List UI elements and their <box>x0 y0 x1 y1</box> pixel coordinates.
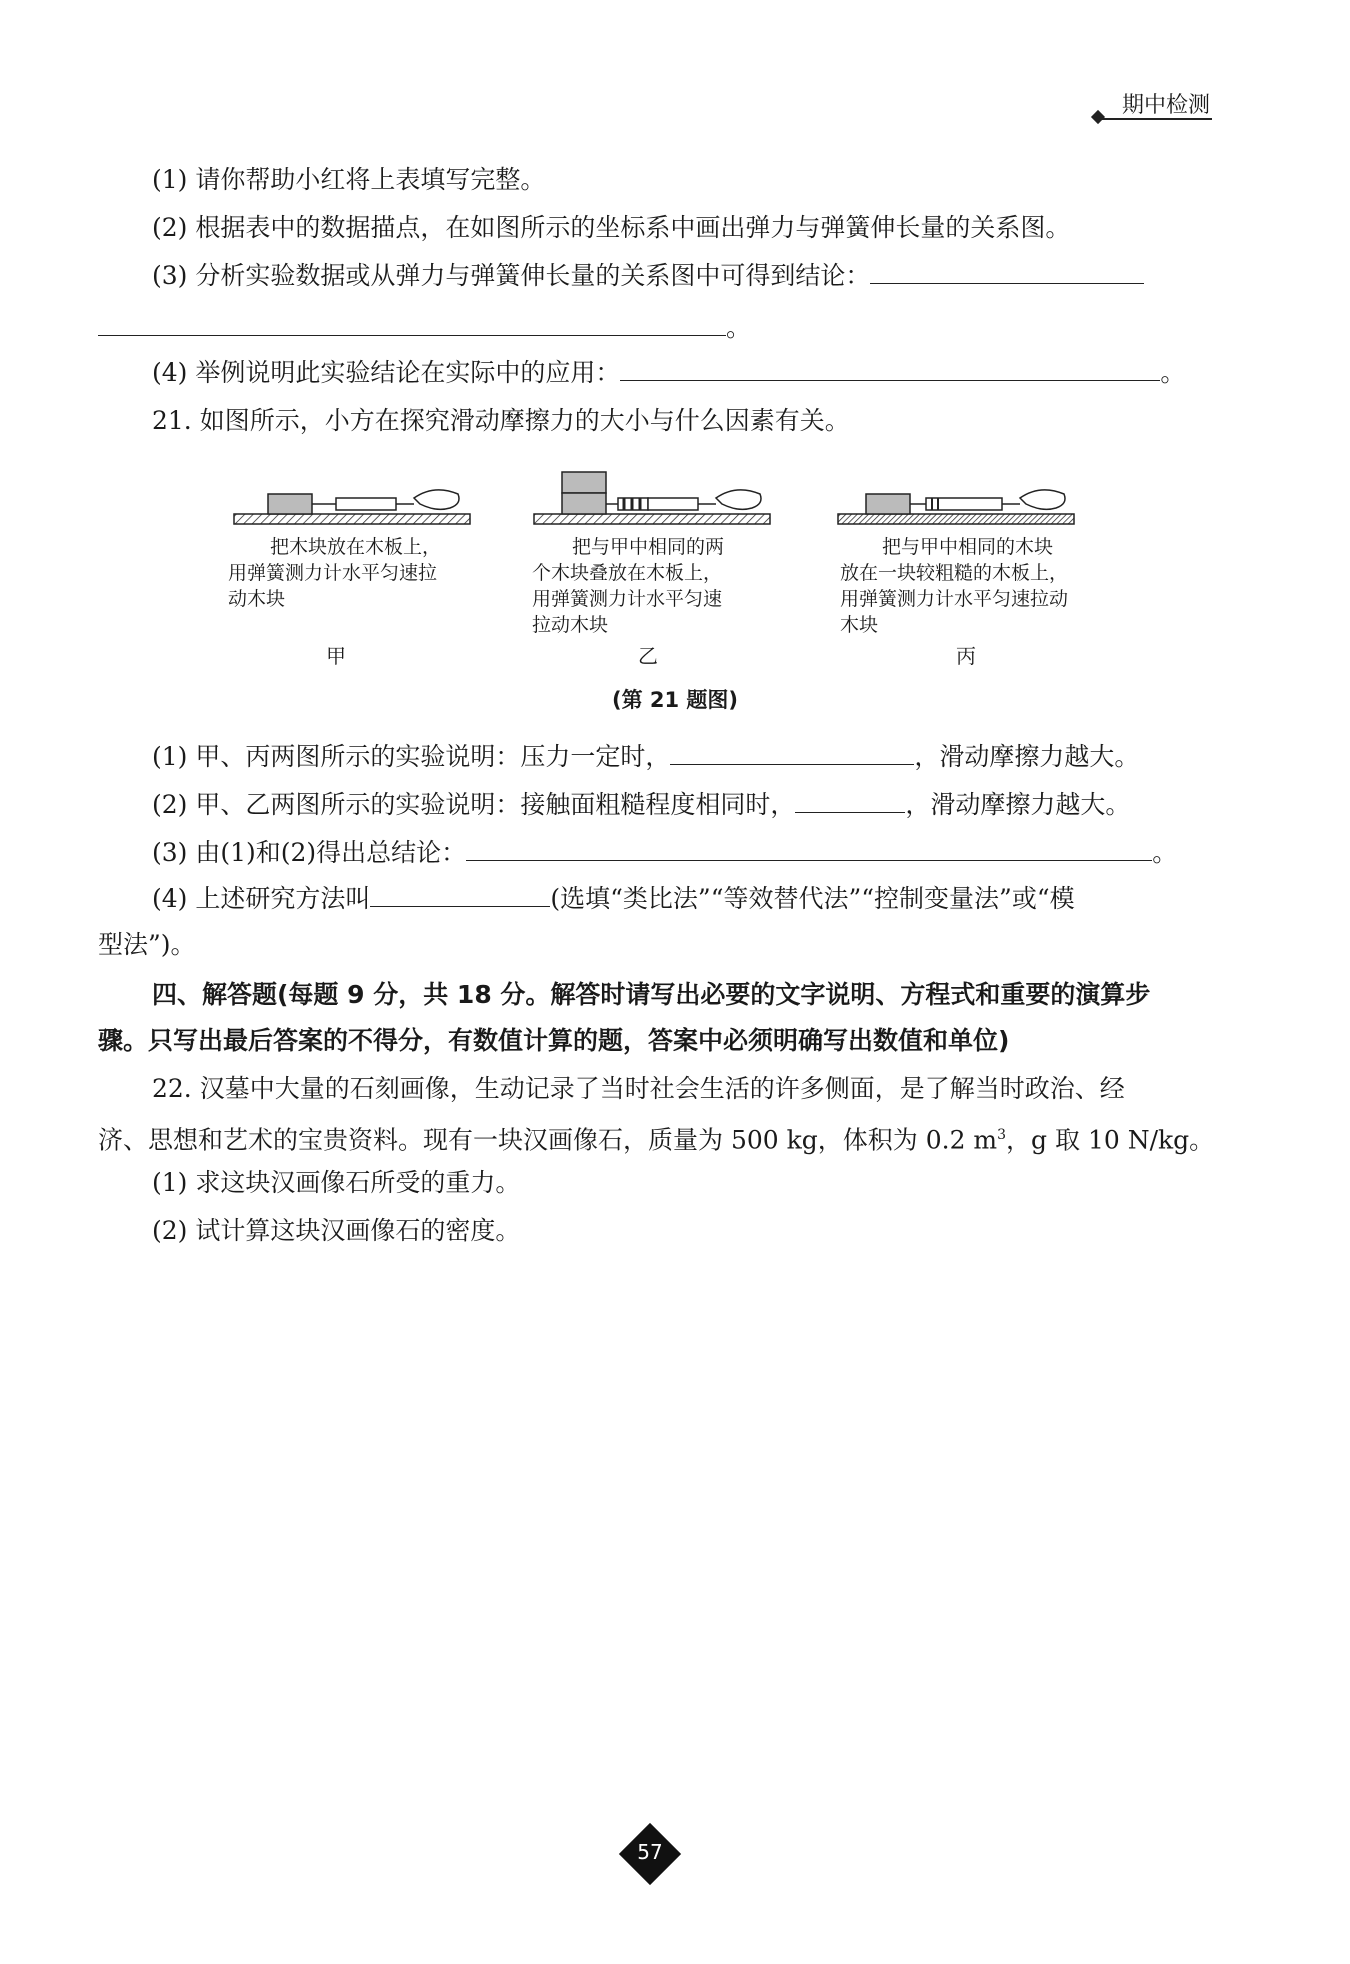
figure-jia-caption-1: 把木块放在木板上， <box>270 536 442 558</box>
q21-part4 <box>152 882 1075 916</box>
q22-part1: (1) 求这块汉画像石所受的重力。 <box>152 1168 521 1197</box>
q22-part2: (2) 试计算这块汉画像石的密度。 <box>152 1216 521 1245</box>
header-diamond-icon <box>1091 110 1105 124</box>
section4-title-line1: 四、解答题(每题 9 分，共 18 分。解答时请写出必要的文字说明、方程式和重要的演算步 <box>152 980 1151 1009</box>
q21-part4-cont: 型法”)。 <box>98 930 196 959</box>
q20-part1: (1) 请你帮助小红将上表填写完整。 <box>152 165 546 194</box>
figure-yi-apparatus <box>532 466 772 534</box>
page-number: 57 <box>637 1840 663 1864</box>
figure-bing-apparatus <box>836 484 1076 534</box>
q22-stem-line2-end: ，g 取 10 N/kg。 <box>1006 1125 1215 1155</box>
section4-title-line2: 骤。只写出最后答案的不得分，有数值计算的题，答案中必须明确写出数值和单位) <box>98 1026 1010 1055</box>
q20-part3-cont <box>98 311 751 345</box>
figure-jia-apparatus <box>232 484 472 534</box>
q22-stem-line1: 22. 汉墓中大量的石刻画像，生动记录了当时社会生活的许多侧面，是了解当时政治、经 <box>152 1074 1125 1103</box>
q21-part2-blank[interactable] <box>795 788 905 813</box>
figure-bing-caption-2: 放在一块较粗糙的木板上， <box>840 562 1069 584</box>
q20-part3-end: 。 <box>726 313 752 342</box>
figure-bing-label: 丙 <box>956 644 976 668</box>
q21-part1-blank[interactable] <box>670 740 914 765</box>
q22-stem-line2-text: 济、思想和艺术的宝贵资料。现有一块汉画像石，质量为 500 kg，体积为 0.2 m <box>98 1125 998 1155</box>
q20-part4-end: 。 <box>1160 358 1186 387</box>
q21-part1 <box>152 740 1139 774</box>
q21-part3-blank[interactable] <box>466 836 1152 861</box>
q21-part4-text: (4) 上述研究方法叫 <box>152 884 371 913</box>
q21-part2-text: (2) 甲、乙两图所示的实验说明：接触面粗糙程度相同时， <box>152 790 796 819</box>
q21-part4-options: (选填“类比法”“等效替代法”“控制变量法”或“模 <box>550 884 1075 913</box>
figure-yi-caption-2: 个木块叠放在木板上， <box>532 562 723 584</box>
q21-part3-text: (3) 由(1)和(2)得出总结论： <box>152 838 467 867</box>
q22-stem-line2 <box>98 1118 1214 1157</box>
figure-bing-caption-3: 用弹簧测力计水平匀速拉动 <box>840 588 1069 610</box>
q20-part3-blank-1[interactable] <box>870 259 1144 284</box>
q20-part3-blank-2[interactable] <box>98 311 726 336</box>
q21-part3-end: 。 <box>1152 838 1178 867</box>
figure-bing-caption-1: 把与甲中相同的木块 <box>882 536 1054 558</box>
figure-yi-caption-3: 用弹簧测力计水平匀速 <box>532 588 723 610</box>
figure-yi-label: 乙 <box>638 644 658 668</box>
q21-part1-text: (1) 甲、丙两图所示的实验说明：压力一定时， <box>152 742 671 771</box>
figure-yi-caption-4: 拉动木块 <box>532 614 609 636</box>
q20-part4 <box>152 356 1185 390</box>
header-rule <box>1098 118 1212 120</box>
q21-part1-end: ，滑动摩擦力越大。 <box>914 742 1140 771</box>
figure-jia-caption-2: 用弹簧测力计水平匀速拉 <box>228 562 438 584</box>
figure-bing-caption-4: 木块 <box>840 614 879 636</box>
q21-part2-end: ，滑动摩擦力越大。 <box>905 790 1131 819</box>
q20-part3-text: (3) 分析实验数据或从弹力与弹簧伸长量的关系图中可得到结论： <box>152 261 871 290</box>
q20-part2: (2) 根据表中的数据描点，在如图所示的坐标系中画出弹力与弹簧伸长量的关系图。 <box>152 213 1071 242</box>
q20-part4-text: (4) 举例说明此实验结论在实际中的应用： <box>152 358 621 387</box>
figure-yi-caption-1: 把与甲中相同的两 <box>572 536 725 558</box>
q21-part3 <box>152 836 1177 870</box>
q22-cubic-superscript: 3 <box>997 1127 1007 1143</box>
q21-part4-blank[interactable] <box>370 882 550 907</box>
figure-jia-label: 甲 <box>326 644 346 668</box>
q21-stem: 21. 如图所示，小方在探究滑动摩擦力的大小与什么因素有关。 <box>152 406 850 435</box>
section-header: 期中检测 <box>1121 93 1210 118</box>
q20-part4-blank[interactable] <box>620 356 1160 381</box>
figure-jia-caption-3: 动木块 <box>228 588 286 610</box>
figure-21-title: (第 21 题图) <box>611 688 739 712</box>
q21-part2 <box>152 788 1130 822</box>
q20-part3 <box>152 259 1144 293</box>
